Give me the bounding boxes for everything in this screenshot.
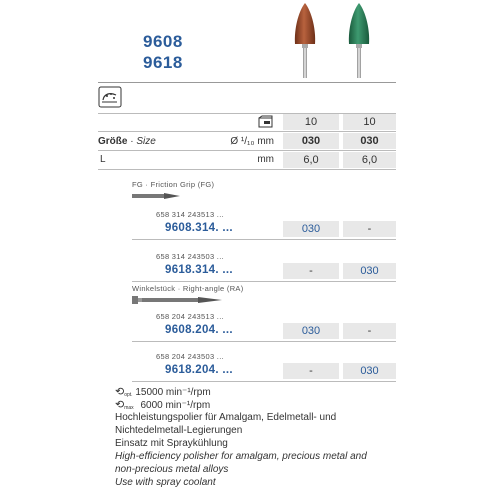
fg-bur-icon bbox=[132, 191, 182, 201]
order-number: 9618.204. ... bbox=[165, 364, 233, 376]
divider bbox=[132, 239, 396, 240]
package-icon bbox=[258, 115, 274, 129]
length-value-9608: 6,0 bbox=[303, 154, 319, 166]
speed-max: ⟲max 6000 min⁻¹/rpm bbox=[115, 399, 211, 411]
polisher-head-green bbox=[349, 3, 369, 44]
ref-number: 658 314 243503 ... bbox=[156, 252, 224, 261]
ref-number: 658 204 243513 ... bbox=[156, 312, 224, 321]
variant-cell: - bbox=[367, 325, 372, 337]
divider bbox=[132, 381, 396, 382]
spray-cooling-icon bbox=[98, 86, 122, 108]
shank bbox=[303, 48, 307, 78]
shank bbox=[357, 48, 361, 78]
description-de-2: Nichtedelmetall-Legierungen bbox=[115, 425, 243, 436]
size-value-9608: 030 bbox=[301, 135, 321, 147]
tool-image-9608 bbox=[290, 0, 320, 80]
size-label: Größe · Size bbox=[98, 136, 156, 147]
model-number-9618: 9618 bbox=[143, 53, 183, 72]
variant-cell: - bbox=[367, 223, 372, 235]
divider bbox=[98, 82, 396, 83]
shank-type-fg: FG · Friction Grip (FG) bbox=[132, 180, 215, 189]
description-en-3: Use with spray coolant bbox=[115, 477, 216, 488]
ref-number: 658 314 243513 ... bbox=[156, 210, 224, 219]
description-de-1: Hochleistungspolier für Amalgam, Edelmetall- und bbox=[115, 412, 337, 423]
variant-cell: 030 bbox=[301, 223, 321, 235]
ref-number: 658 204 243503 ... bbox=[156, 352, 224, 361]
variant-cell: - bbox=[309, 265, 313, 277]
model-number-9608: 9608 bbox=[143, 32, 183, 51]
variant-cell: 030 bbox=[301, 325, 321, 337]
description-de-3: Einsatz mit Spraykühlung bbox=[115, 438, 228, 449]
size-unit: Ø ¹/₁₀ mm bbox=[230, 136, 274, 147]
divider bbox=[98, 131, 396, 132]
description-en-1: High-efficiency polisher for amalgam, precious metal and bbox=[115, 451, 367, 462]
tool-image-9618 bbox=[344, 0, 374, 80]
rotation-icon: ⟲ bbox=[115, 386, 125, 398]
divider bbox=[132, 341, 396, 342]
polisher-head-brown bbox=[295, 3, 315, 44]
speed-opt: ⟲opt. 15000 min⁻¹/rpm bbox=[115, 386, 211, 398]
variant-cell: 030 bbox=[360, 365, 379, 377]
divider bbox=[132, 281, 396, 282]
pack-qty-9608: 10 bbox=[304, 116, 318, 128]
length-value-9618: 6,0 bbox=[361, 154, 378, 166]
ra-bur-icon bbox=[132, 294, 224, 308]
rotation-icon: ⟲ bbox=[115, 399, 125, 411]
variant-cell: 030 bbox=[360, 265, 379, 277]
pack-qty-9618: 10 bbox=[363, 116, 376, 128]
order-number: 9608.204. ... bbox=[165, 324, 233, 336]
variant-cell: - bbox=[309, 365, 313, 377]
description-en-2: non-precious metal alloys bbox=[115, 464, 229, 475]
size-value-9618: 030 bbox=[360, 135, 379, 147]
shank-type-ra: Winkelstück · Right-angle (RA) bbox=[132, 284, 244, 293]
divider bbox=[98, 150, 396, 151]
order-number: 9608.314. ... bbox=[165, 222, 233, 234]
length-label: L bbox=[100, 154, 106, 165]
order-number: 9618.314. ... bbox=[165, 264, 233, 276]
length-unit: mm bbox=[257, 154, 274, 165]
divider bbox=[98, 169, 396, 170]
